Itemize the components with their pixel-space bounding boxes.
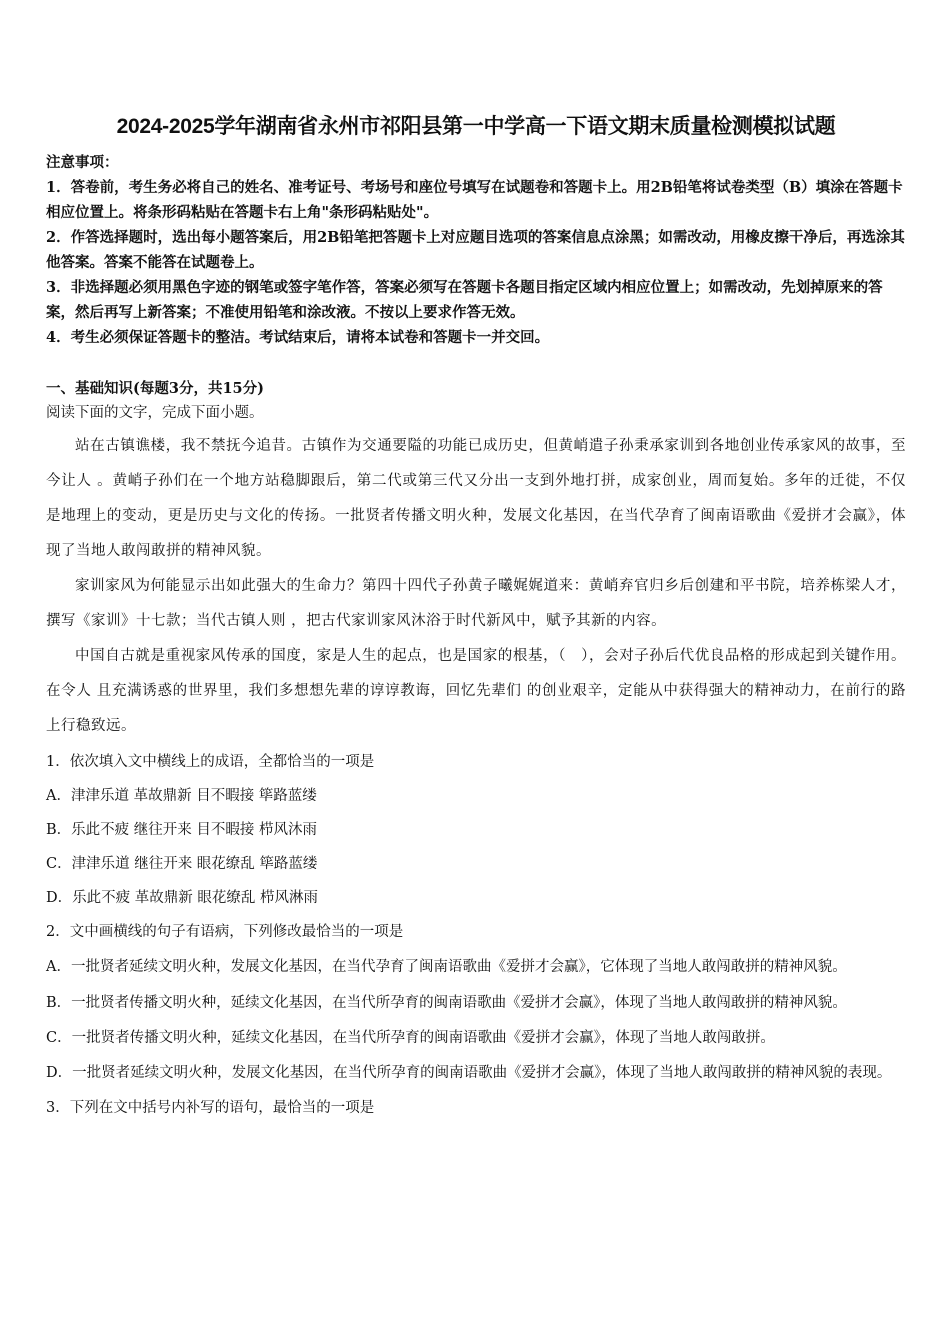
question-stem: 2．文中画横线的句子有语病，下列修改最恰当的一项是: [46, 924, 404, 940]
notice-item: 1．答卷前，考生务必将自己的姓名、准考证号、考场号和座位号填写在试题卷和答题卡上。用2B铅笔将试卷类型（B）填涂在答题卡相应位置上。将条形码粘贴在答题卡右上角"条形码粘贴处"。: [46, 179, 903, 221]
exam-title: 2024-2025学年湖南省永州市祁阳县第一中学高一下语文期末质量检测模拟试题: [116, 115, 836, 138]
notice-item: 2．作答选择题时，选出每小题答案后，用2B铅笔把答题卡上对应题目选项的答案信息点涂黑；如需改动，用橡皮擦干净后，再选涂其他答案。答案不能答在试题卷上。: [46, 229, 905, 271]
question-option: B．一批贤者传播文明火种，延续文化基因，在当代所孕育的闽南语歌曲《爱拼才会赢》，体现了当地人敢闯敢拼的精神风貌。: [46, 995, 847, 1011]
question-option: A．津津乐道 革故鼎新 目不暇接 筚路蓝缕: [46, 788, 317, 804]
passage-paragraph: 家训家风为何能显示出如此强大的生命力？第四十四代子孙黄子曦娓娓道来：黄峭弃官归乡后创建和平书院，培养栋梁人才，撰写《家训》十七款；当代古镇人则 ，把古代家训家风沐浴于时代新风中，赋予其新的内容。: [46, 578, 906, 629]
question-option: A．一批贤者延续文明火种，发展文化基因，在当代孕育了闽南语歌曲《爱拼才会赢》，它体现了当地人敢闯敢拼的精神风貌。: [46, 959, 847, 975]
reading-instruction: 阅读下面的文字，完成下面小题。: [46, 405, 264, 421]
notice-title: 注意事项：: [46, 154, 119, 171]
question-option: B．乐此不疲 继往开来 目不暇接 栉风沐雨: [46, 822, 317, 838]
notice-item: 3．非选择题必须用黑色字迹的钢笔或签字笔作答，答案必须写在答题卡各题目指定区域内相应位置上；如需改动，先划掉原来的答案，然后再写上新答案；不准使用铅笔和涂改液。不按以上要求作答无效。: [46, 279, 883, 321]
question-stem: 1．依次填入文中横线上的成语，全都恰当的一项是: [46, 754, 375, 770]
question-option: D．一批贤者延续文明火种，发展文化基因，在当代所孕育的闽南语歌曲《爱拼才会赢》，体现了当地人敢闯敢拼的精神风貌的表现。: [46, 1065, 892, 1081]
question-option: C．津津乐道 继往开来 眼花缭乱 筚路蓝缕: [46, 856, 318, 872]
section-heading: 一、基础知识(每题3分，共15分): [46, 380, 264, 397]
question-option: D．乐此不疲 革故鼎新 眼花缭乱 栉风淋雨: [46, 890, 318, 906]
passage-paragraph: 站在古镇谯楼，我不禁抚今追昔。古镇作为交通要隘的功能已成历史，但黄峭遣子孙秉承家训到各地创业传承家风的故事，至今让人 。黄峭子孙们在一个地方站稳脚跟后，第二代或第三代又分出一支到外地打拼，成家创业，周而复始。多年的迁徙，不仅是地理上的变动，更是历史与文化的传扬。一批贤者传播文明火种，发展文化基因，在当代孕育了闽南语歌曲《爱拼才会赢》，体现了当地人敢闯敢拼的精神风貌。: [46, 438, 906, 559]
notice-item: 4．考生必须保证答题卡的整洁。考试结束后，请将本试卷和答题卡一并交回。: [46, 329, 550, 346]
passage-paragraph: 中国自古就是重视家风传承的国度，家是人生的起点，也是国家的根基，（ ），会对子孙后代优良品格的形成起到关键作用。在令人 且充满诱惑的世界里，我们多想想先辈的谆谆教诲，回忆先辈们 的创业艰辛，定能从中获得强大的精神动力，在前行的路上行稳致远。: [46, 648, 906, 734]
notice-block: [46, 150, 906, 350]
question-list: [46, 745, 906, 1125]
question-option: C．一批贤者传播文明火种，延续文化基因，在当代所孕育的闽南语歌曲《爱拼才会赢》，体现了当地人敢闯敢拼。: [46, 1030, 775, 1046]
question-stem: 3．下列在文中括号内补写的语句，最恰当的一项是: [46, 1100, 375, 1116]
reading-passage: [46, 429, 906, 744]
